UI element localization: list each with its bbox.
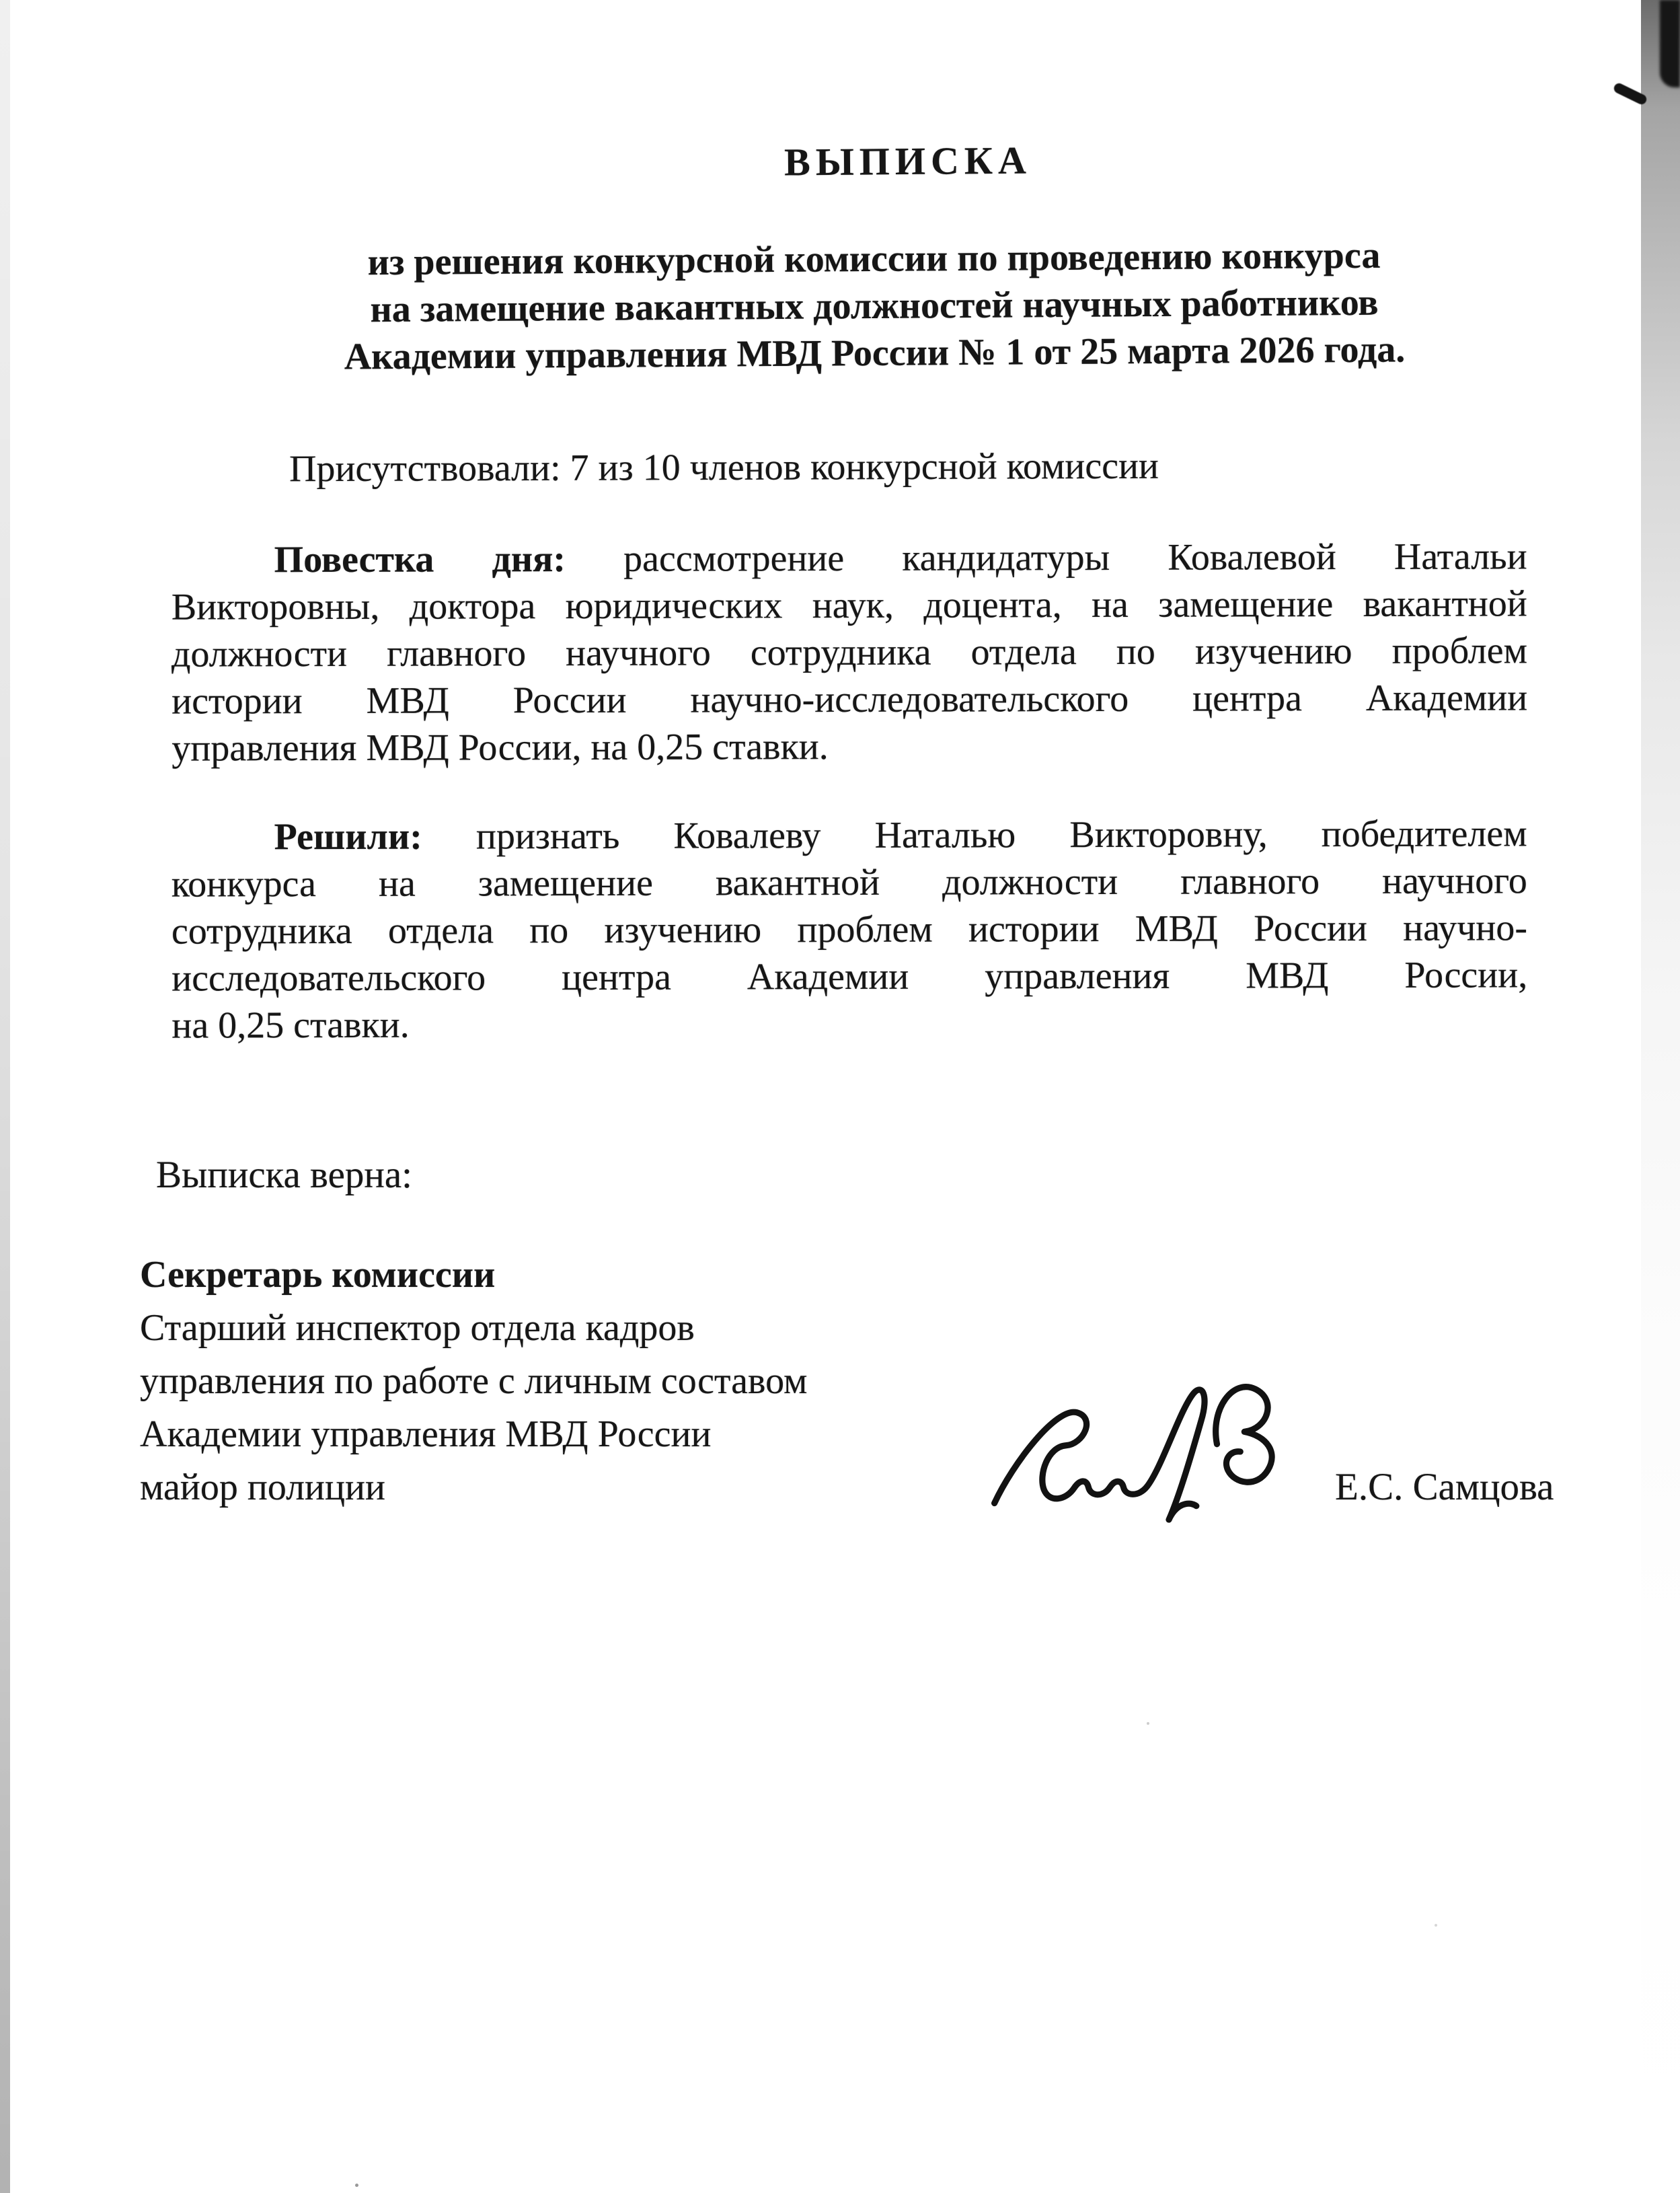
signatory-role-line: Академии управления МВД России [140, 1413, 712, 1455]
decision-paragraph [171, 810, 1528, 1049]
scan-corner-shadow [1660, 0, 1680, 87]
decision-first-line-text: признать Ковалеву Наталью Викторовну, победителем [475, 813, 1527, 858]
signatory-role-line: майор полиции [140, 1466, 385, 1508]
signatory-name: Е.С. Самцова [1335, 1466, 1554, 1508]
scan-speck [1147, 1722, 1149, 1725]
handwritten-signature-icon [975, 1359, 1298, 1547]
agenda-line: управления МВД России, на 0,25 ставки. [171, 726, 829, 770]
decision-line: сотрудника отдела по изучению проблем истории МВД России научно- [171, 907, 1528, 953]
scan-speck [1435, 1924, 1437, 1927]
signatory-role-title: Секретарь комиссии [140, 1254, 496, 1296]
agenda-label: Повестка дня: [274, 538, 566, 581]
signatory-role-line: управления по работе с личным составом [140, 1360, 808, 1402]
scan-speck [355, 2184, 358, 2187]
subtitle-line: из решения конкурсной комиссии по проведению конкурса [367, 234, 1381, 284]
document-title: ВЫПИСКА [784, 138, 1032, 184]
agenda-line: истории МВД России научно-исследовательского центра Академии [171, 677, 1528, 722]
agenda-first-line-text: рассмотрение кандидатуры Ковалевой Натальи [623, 535, 1527, 580]
decision-line: исследовательского центра Академии управления МВД России, [171, 954, 1528, 1000]
scan-edge-left [0, 0, 10, 2193]
agenda-line: должности главного научного сотрудника отдела по изучению проблем [171, 630, 1528, 675]
decision-line: конкурса на замещение вакантной должности главного научного [171, 860, 1527, 905]
document-subtitle [100, 230, 1648, 382]
decision-label: Решили: [274, 815, 422, 858]
decision-first-line [171, 810, 1527, 860]
certification-line: Выписка верна: [156, 1154, 413, 1196]
scan-edge-right [1641, 0, 1680, 2193]
decision-line: на 0,25 ставки. [171, 1004, 410, 1047]
agenda-line: Викторовны, доктора юридических наук, доцента, на замещение вакантной [171, 583, 1527, 628]
attendance-line: Присутствовали: 7 из 10 членов конкурсной комиссии [289, 445, 1159, 490]
subtitle-line: на замещение вакантных должностей научных работников [370, 281, 1379, 331]
signatory-role-line: Старший инспектор отдела кадров [140, 1307, 695, 1349]
agenda-first-line [171, 533, 1527, 583]
subtitle-line: Академии управления МВД России № 1 от 25 марта 2026 года. [344, 328, 1406, 378]
agenda-paragraph [171, 533, 1528, 772]
signatory-block [140, 1249, 981, 1514]
